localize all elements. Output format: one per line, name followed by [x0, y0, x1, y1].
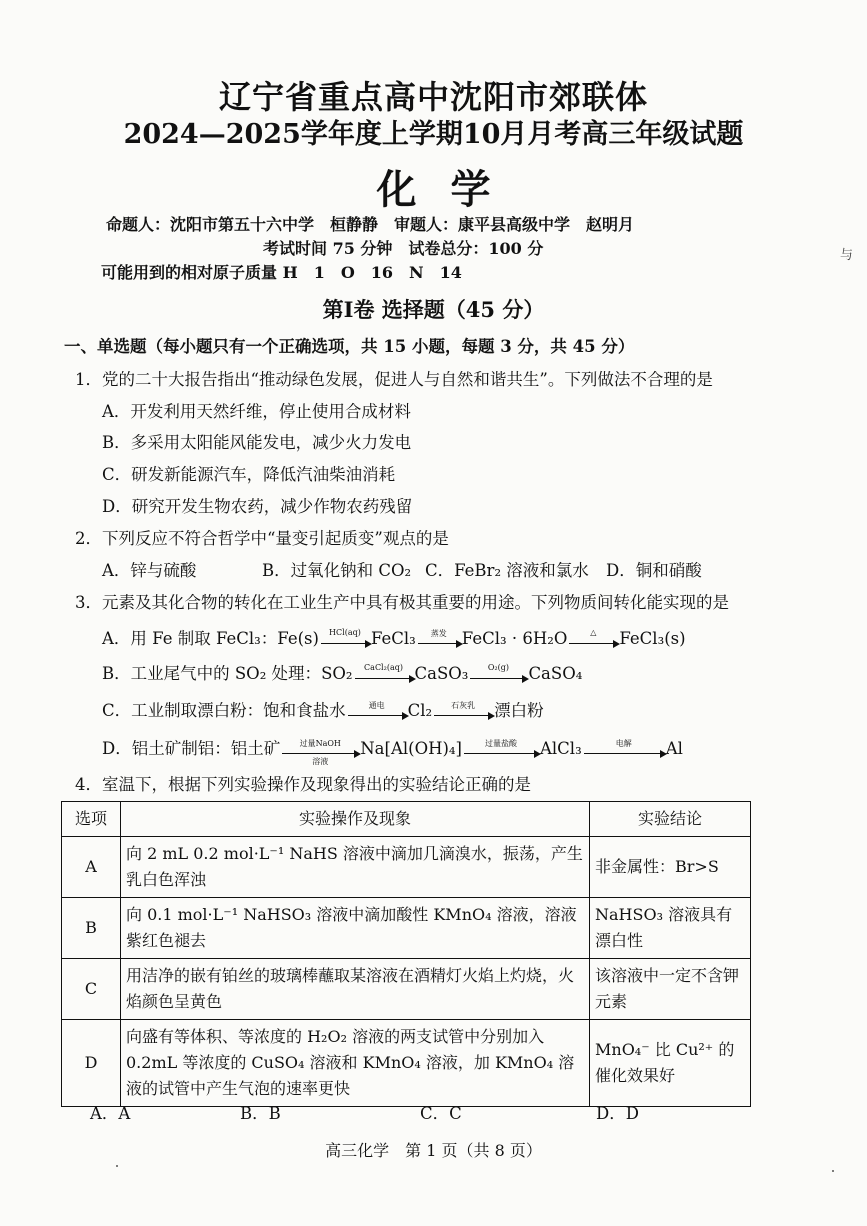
- species: CaSO₄: [528, 664, 583, 683]
- margin-mark: 与: [840, 248, 854, 263]
- column-header: 选项: [62, 802, 121, 837]
- column-header: 实验结论: [590, 802, 751, 837]
- species: Cl₂: [407, 701, 433, 720]
- reaction-arrow: [321, 628, 369, 644]
- row-operation: 向 0.1 mol·L⁻¹ NaHSO₃ 溶液中滴加酸性 KMnO₄ 溶液，溶液紫红色褪去: [121, 898, 590, 959]
- table-row: [62, 959, 751, 1020]
- option-label: B．工业尾气中的 SO₂ 处理：: [102, 664, 322, 683]
- option-label: C．工业制取漂白粉：饱和食盐水: [102, 701, 346, 720]
- subject-title: 化学: [376, 166, 525, 213]
- row-key: A: [62, 837, 121, 898]
- section-title: 第Ⅰ卷 选择题（45 分）: [322, 297, 545, 322]
- species: FeCl₃ · 6H₂O: [461, 629, 568, 648]
- row-conclusion: 该溶液中一定不含钾元素: [590, 959, 751, 1020]
- row-conclusion: 非金属性：Br>S: [590, 837, 751, 898]
- species: AlCl₃: [539, 739, 582, 758]
- option-d: D．铜和硝酸: [606, 561, 702, 580]
- arrow-condition: △: [590, 628, 597, 637]
- option-b: [102, 660, 582, 684]
- species: SO₂: [321, 664, 353, 683]
- species: 漂白粉: [494, 701, 544, 720]
- row-key: D: [62, 1020, 121, 1107]
- exam-time-line: 考试时间 75 分钟 试卷总分：100 分: [263, 239, 544, 258]
- reaction-arrow: [464, 741, 538, 754]
- option-b: B．B: [240, 1104, 281, 1123]
- arrow-condition: O₂(g): [487, 663, 509, 672]
- part-title: 一、单选题（每小题只有一个正确选项，共 15 小题，每题 3 分，共 45 分）: [64, 337, 635, 356]
- arrow-condition: 通电: [368, 701, 385, 710]
- school-title: 辽宁省重点高中沈阳市郊联体: [218, 78, 648, 116]
- option-a: A．A: [90, 1104, 131, 1123]
- row-conclusion: MnO₄⁻ 比 Cu²⁺ 的催化效果好: [590, 1020, 751, 1107]
- arrow-condition: CaCl₂(aq): [364, 663, 403, 672]
- reaction-arrow: [434, 703, 492, 716]
- table-row: [62, 1020, 751, 1107]
- option-a: A．开发利用天然纤维，停止使用合成材料: [102, 402, 411, 421]
- column-header: 实验操作及现象: [121, 802, 590, 837]
- authors-line: 命题人：沈阳市第五十六中学 桓静静 审题人：康平县高级中学 赵明月: [106, 215, 635, 234]
- arrow-condition: 过量NaOH: [299, 739, 341, 748]
- scan-speck: [116, 1165, 118, 1167]
- arrow-condition: 电解: [615, 739, 632, 748]
- option-d: [102, 735, 683, 766]
- option-a: A．锌与硫酸: [102, 561, 197, 580]
- arrow-condition: 过量盐酸: [484, 739, 517, 748]
- row-key: C: [62, 959, 121, 1020]
- reaction-arrow: [584, 741, 664, 754]
- reaction-arrow: [470, 663, 526, 679]
- row-key: B: [62, 898, 121, 959]
- species: FeCl₃(s): [619, 629, 686, 648]
- row-conclusion: NaHSO₃ 溶液具有漂白性: [590, 898, 751, 959]
- option-d: D．研究开发生物农药，减少作物农药残留: [102, 497, 413, 516]
- option-label: D．铝土矿制铝：铝土矿: [102, 739, 281, 758]
- option-c: C．C: [420, 1104, 462, 1123]
- question-stem: 2．下列反应不符合哲学中“量变引起质变”观点的是: [75, 529, 449, 548]
- option-b: B．多采用太阳能风能发电，减少火力发电: [102, 433, 412, 452]
- option-c: [102, 697, 544, 721]
- species: Na[Al(OH)₄]: [360, 739, 462, 758]
- species: CaSO₃: [414, 664, 469, 683]
- arrow-condition: 石灰乳: [451, 701, 476, 710]
- page-footer: 高三化学 第 1 页（共 8 页）: [325, 1141, 542, 1160]
- option-c: C．研发新能源汽车，降低汽油柴油消耗: [102, 465, 396, 484]
- question-stem: 3．元素及其化合物的转化在工业生产中具有极其重要的用途。下列物质间转化能实现的是: [75, 593, 729, 612]
- question-stem: 1．党的二十大报告指出“推动绿色发展，促进人与自然和谐共生”。下列做法不合理的是: [75, 370, 713, 389]
- option-label: A．用 Fe 制取 FeCl₃：: [102, 629, 278, 648]
- row-operation: 用洁净的嵌有铂丝的玻璃棒蘸取某溶液在酒精灯火焰上灼烧，火焰颜色呈黄色: [121, 959, 590, 1020]
- table-header-row: [62, 802, 751, 837]
- scan-speck: [832, 1170, 834, 1172]
- exam-title: 2024—2025学年度上学期10月月考高三年级试题: [123, 119, 744, 150]
- table-row: [62, 837, 751, 898]
- option-c: C．FeBr₂ 溶液和氯水: [425, 561, 589, 580]
- arrow-condition: HCl(aq): [329, 628, 361, 637]
- reaction-arrow: [348, 703, 406, 716]
- row-operation: 向盛有等体积、等浓度的 H₂O₂ 溶液的两支试管中分别加入 0.2mL 等浓度的 CuSO₄ 溶液和 KMnO₄ 溶液，加 KMnO₄ 溶液的试管中产生气泡的速率更快: [121, 1020, 590, 1107]
- reaction-arrow: [282, 739, 358, 766]
- arrow-condition: 蒸发: [430, 629, 447, 638]
- species: Fe(s): [277, 629, 319, 648]
- table-row: [62, 898, 751, 959]
- option-b: B．过氧化钠和 CO₂: [262, 561, 412, 580]
- reaction-arrow: [418, 631, 460, 644]
- arrow-condition: 溶液: [312, 757, 329, 766]
- atomic-mass-line: 可能用到的相对原子质量 H 1 O 16 N 14: [101, 263, 462, 282]
- reaction-arrow: [355, 663, 413, 679]
- option-a: [102, 625, 686, 649]
- option-d: D．D: [596, 1104, 639, 1123]
- row-operation: 向 2 mL 0.2 mol·L⁻¹ NaHS 溶液中滴加几滴溴水，振荡，产生乳白色浑浊: [121, 837, 590, 898]
- reaction-arrow: [569, 628, 617, 644]
- species: Al: [665, 739, 683, 758]
- species: FeCl₃: [370, 629, 416, 648]
- question-stem: 4．室温下，根据下列实验操作及现象得出的实验结论正确的是: [75, 775, 531, 794]
- experiment-table: [61, 801, 751, 1107]
